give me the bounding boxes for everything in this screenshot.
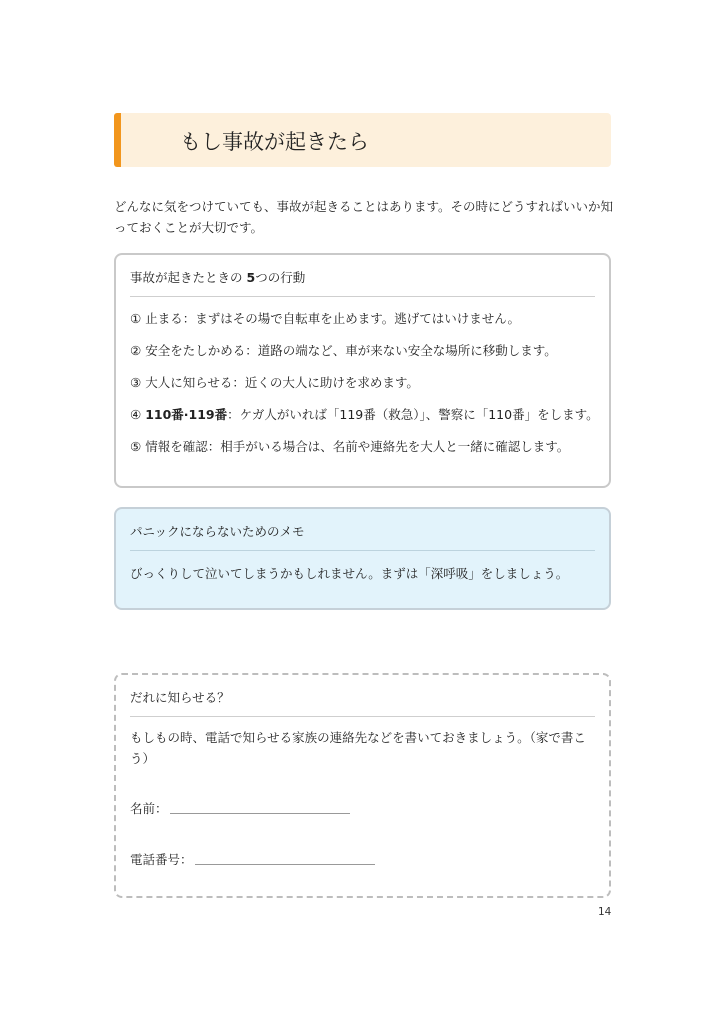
contact-heading: だれに知らせる？ — [130, 688, 595, 717]
memo-heading: パニックにならないためのメモ — [130, 522, 595, 551]
memo-text: びっくりして泣いてしまうかもしれません。まずは「深呼吸」をしましょう。 — [130, 566, 569, 581]
step-item-4: ④ 110番·119番：ケガ人がいれば「119番（救急）」、警察に「110番」をします。 — [130, 407, 599, 422]
step-item-5: ⑤ 情報を確認：相手がいる場合は、名前や連絡先を大人と一緒に確認します。 — [130, 439, 570, 454]
name-label: 名前： — [130, 801, 168, 816]
steps-heading: 事故が起きたときの 5つの行動 — [130, 268, 595, 297]
page-title: もし事故が起きたら — [180, 130, 369, 154]
page-number: 14 — [598, 906, 612, 918]
phone-write-line[interactable] — [195, 863, 375, 865]
phone-label: 電話番号： — [130, 852, 193, 867]
name-field[interactable] — [130, 799, 350, 817]
contact-instructions: もしもの時、電話で知らせる家族の連絡先などを書いておきましょう。（家で書こう） — [130, 730, 586, 766]
step-item-1: ① 止まる：まずはその場で自転車を止めます。逃げてはいけません。 — [130, 311, 520, 326]
contact-box — [114, 673, 611, 898]
section-title-bar — [114, 113, 611, 167]
phone-field[interactable] — [130, 850, 375, 868]
steps-box — [114, 253, 611, 488]
title-accent-stripe — [114, 113, 121, 167]
step-item-2: ② 安全をたしかめる：道路の端など、車が来ない安全な場所に移動します。 — [130, 343, 557, 358]
step-item-3: ③ 大人に知らせる：近くの大人に助けを求めます。 — [130, 375, 419, 390]
intro-paragraph: どんなに気をつけていても、事故が起きることはあります。その時にどうすればいいか知っておくことが大切です。 — [114, 199, 614, 235]
name-write-line[interactable] — [170, 812, 350, 814]
memo-box — [114, 507, 611, 610]
